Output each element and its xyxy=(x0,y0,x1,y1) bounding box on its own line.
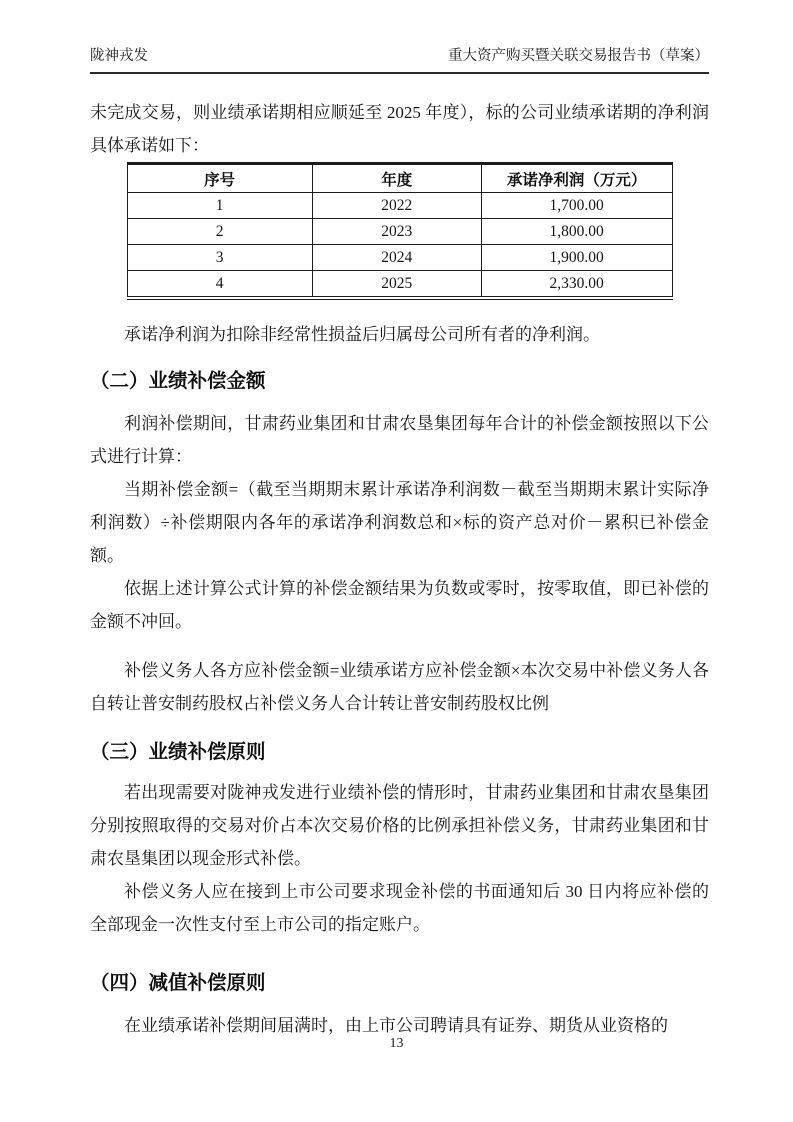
page-header xyxy=(90,46,709,74)
paragraph-3-2: 补偿义务人应在接到上市公司要求现金补偿的书面通知后 30 日内将应补偿的全部现金一次性支付至上市公司的指定账户。 xyxy=(90,882,709,934)
table-cell-profit: 1,900.00 xyxy=(481,245,672,271)
page-number: 13 xyxy=(389,1036,404,1051)
section-heading-4: （四）减值补偿原则 xyxy=(90,972,266,994)
table-row xyxy=(127,193,672,219)
table-cell-seq: 3 xyxy=(127,245,312,271)
paragraph-3-1: 若出现需要对陇神戎发进行业绩补偿的情形时，甘肃药业集团和甘肃农垦集团分别按照取得的交易对价占本次交易价格的比例承担补偿义务，甘肃药业集团和甘肃农垦集团以现金形式补偿。 xyxy=(90,783,709,868)
paragraph-zero-rule: 依据上述计算公式计算的补偿金额结果为负数或零时，按零取值，即已补偿的金额不冲回。 xyxy=(90,579,709,631)
table-cell-profit: 1,800.00 xyxy=(481,219,672,245)
table-cell-seq: 4 xyxy=(127,271,312,299)
paragraph-formula-period: 当期补偿金额=（截至当期期末累计承诺净利润数－截至当期期末累计实际净利润数）÷补偿期限内各年的承诺净利润数总和×标的资产总对价－累积已补偿金额。 xyxy=(90,480,709,565)
table-row xyxy=(127,219,672,245)
paragraph-4-1: 在业绩承诺补偿期间届满时，由上市公司聘请具有证券、期货从业资格的 xyxy=(124,1016,668,1035)
section-heading-2: （二）业绩补偿金额 xyxy=(90,370,266,392)
table-header-year: 年度 xyxy=(312,164,481,193)
profit-commitment-table xyxy=(127,162,673,300)
table-cell-profit: 1,700.00 xyxy=(481,193,672,219)
paragraph-intro: 未完成交易，则业绩承诺期相应顺延至 2025 年度），标的公司业绩承诺期的净利润具体承诺如下： xyxy=(90,103,709,155)
paragraph-note: 承诺净利润为扣除非经常性损益后归属母公司所有者的净利润。 xyxy=(124,325,600,344)
table-cell-year: 2022 xyxy=(312,193,481,219)
table-cell-seq: 1 xyxy=(127,193,312,219)
table-cell-year: 2023 xyxy=(312,219,481,245)
table-cell-seq: 2 xyxy=(127,219,312,245)
header-report-title: 重大资产购买暨关联交易报告书（草案） xyxy=(448,48,709,64)
table-header-profit: 承诺净利润（万元） xyxy=(481,164,672,193)
paragraph-formula-obligor: 补偿义务人各方应补偿金额=业绩承诺方应补偿金额×本次交易中补偿义务人各自转让普安制药股权占补偿义务人合计转让普安制药股权比例 xyxy=(90,661,709,713)
table-cell-profit: 2,330.00 xyxy=(481,271,672,299)
table-header-seq: 序号 xyxy=(127,164,312,193)
table-cell-year: 2024 xyxy=(312,245,481,271)
table-cell-year: 2025 xyxy=(312,271,481,299)
header-company-name: 陇神戎发 xyxy=(90,48,148,64)
paragraph-2-1: 利润补偿期间，甘肃药业集团和甘肃农垦集团每年合计的补偿金额按照以下公式进行计算： xyxy=(90,414,709,466)
table-row xyxy=(127,271,672,299)
table-row xyxy=(127,245,672,271)
table-header-row xyxy=(127,164,672,193)
section-heading-3: （三）业绩补偿原则 xyxy=(90,741,266,763)
